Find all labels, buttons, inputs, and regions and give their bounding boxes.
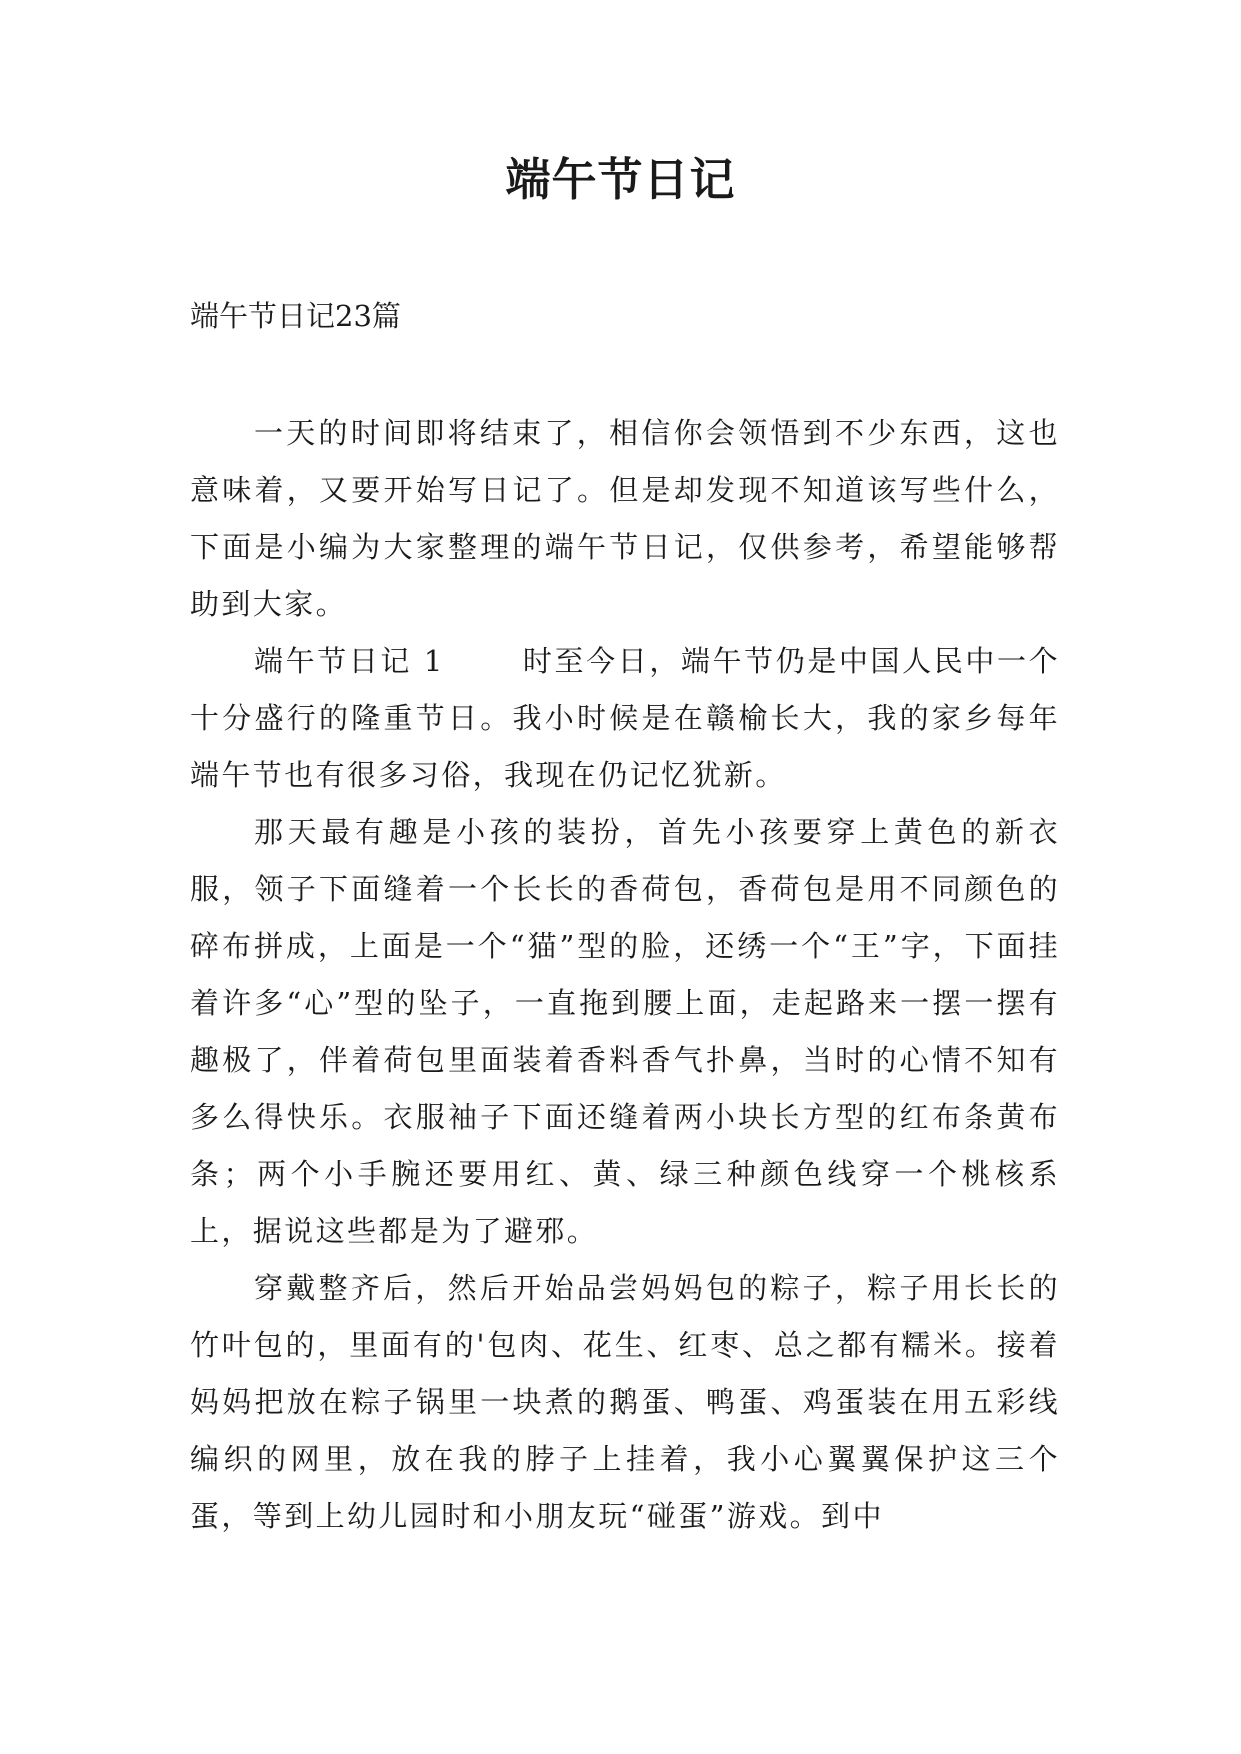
paragraph-zongzi: 穿戴整齐后，然后开始品尝妈妈包的粽子，粽子用长长的竹叶包的，里面有的'包肉、花生、红枣、总之都有糯米。接着妈妈把放在粽子锅里一块煮的鹅蛋、鸭蛋、鸡蛋装在用五彩线编织的网里，放在我的脖子上挂着，我小心翼翼保护这三个蛋，等到上幼儿园时和小朋友玩“碰蛋”游戏。到中	[190, 1271, 1060, 1533]
document-subtitle: 端午节日记23篇	[190, 299, 401, 333]
entry-1-heading: 端午节日记 1	[254, 644, 445, 678]
entry-1-text: 时至今日，端午节仍是中国人民中一个十分盛行的隆重节日。我小时候是在赣榆长大，我的家乡每年端午节也有很多习俗，我现在仍记忆犹新。	[190, 644, 1060, 792]
paragraph-intro: 一天的时间即将结束了，相信你会领悟到不少东西，这也意味着，又要开始写日记了。但是却发现不知道该写些什么，下面是小编为大家整理的端午节日记，仅供参考，希望能够帮助到大家。	[190, 416, 1060, 621]
document-title: 端午节日记	[505, 153, 736, 206]
document-body	[190, 405, 1060, 1545]
paragraph-costume: 那天最有趣是小孩的装扮，首先小孩要穿上黄色的新衣服，领子下面缝着一个长长的香荷包，香荷包是用不同颜色的碎布拼成，上面是一个“猫”型的脸，还绣一个“王”字，下面挂着许多“心”型的坠子，一直拖到腰上面，走起路来一摆一摆有趣极了，伴着荷包里面装着香料香气扑鼻，当时的心情不知有多么得快乐。衣服袖子下面还缝着两小块长方型的红布条黄布条；两个小手腕还要用红、黄、绿三种颜色线穿一个桃核系上，据说这些都是为了避邪。	[190, 815, 1060, 1248]
paragraph-entry-1	[190, 633, 1060, 804]
